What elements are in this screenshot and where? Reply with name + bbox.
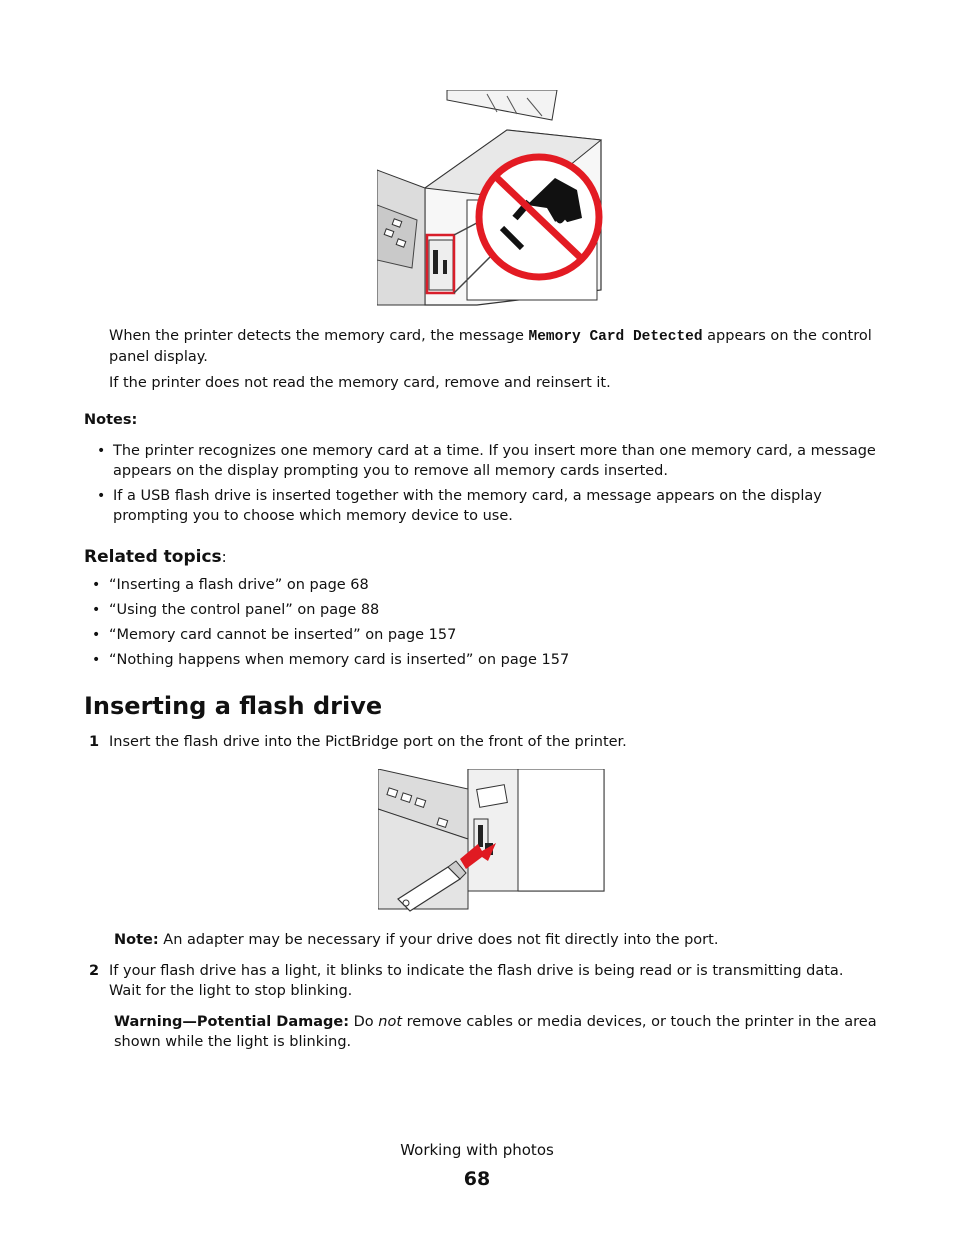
flash-drive-insertion-illustration: [378, 769, 605, 912]
warning-label: Warning—Potential Damage:: [114, 1014, 350, 1030]
warning-emphasis: not: [378, 1014, 403, 1030]
printer-no-touch-illustration: [377, 90, 603, 308]
notes-heading: Notes:: [84, 412, 138, 428]
reinsert-paragraph: If the printer does not read the memory card, remove and reinsert it.: [109, 375, 611, 391]
step-1-number: 1: [89, 734, 100, 750]
warning-post: remove cables or media devices, or touch the printer in the area shown while the light is blinking.: [114, 1014, 877, 1050]
para1-prefix: When the printer detects the memory card, the message: [109, 328, 529, 344]
note-item: • The printer recognizes one memory card at a time. If you insert more than one memory card, a message appears on the display prompting you to remove all memory cards inserted.: [84, 441, 879, 481]
warning-paragraph: [114, 1012, 879, 1052]
related-link-inserting-flash-drive[interactable]: • “Inserting a flash drive” on page 68: [84, 575, 784, 595]
related-link-nothing-happens[interactable]: • “Nothing happens when memory card is inserted” on page 157: [84, 650, 784, 670]
para1-suffix: appears on the control panel display.: [109, 328, 872, 365]
memory-card-detected-paragraph: [109, 326, 879, 367]
footer-page-number: 68: [463, 1168, 491, 1190]
related-link-card-cannot-insert[interactable]: • “Memory card cannot be inserted” on page 157: [84, 625, 784, 645]
note-text: An adapter may be necessary if your drive does not fit directly into the port.: [158, 932, 719, 948]
related-topics-title: Related topics: [84, 547, 222, 567]
footer-chapter: Working with photos: [400, 1141, 554, 1159]
step-2-text: If your flash drive has a light, it blinks to indicate the flash drive is being read or is transmitting data. Wait for the light to stop blinking.: [109, 963, 844, 999]
memory-card-detected-message: Memory Card Detected: [528, 329, 703, 345]
warning-pre: Do: [349, 1014, 379, 1030]
step-1-text: Insert the flash drive into the PictBridge port on the front of the printer.: [109, 734, 627, 750]
notes-list: [84, 441, 879, 526]
related-topics-list: [84, 575, 784, 670]
related-topics-colon: :: [221, 548, 227, 566]
step-2-number: 2: [89, 963, 100, 979]
related-topics-heading: [84, 546, 227, 568]
related-link-control-panel[interactable]: • “Using the control panel” on page 88: [84, 600, 784, 620]
note-item: • If a USB flash drive is inserted together with the memory card, a message appears on the display prompting you to choose which memory device to use.: [84, 486, 879, 526]
note-label: Note:: [114, 932, 159, 948]
adapter-note: [114, 930, 879, 950]
section-title: Inserting a flash drive: [84, 692, 383, 720]
